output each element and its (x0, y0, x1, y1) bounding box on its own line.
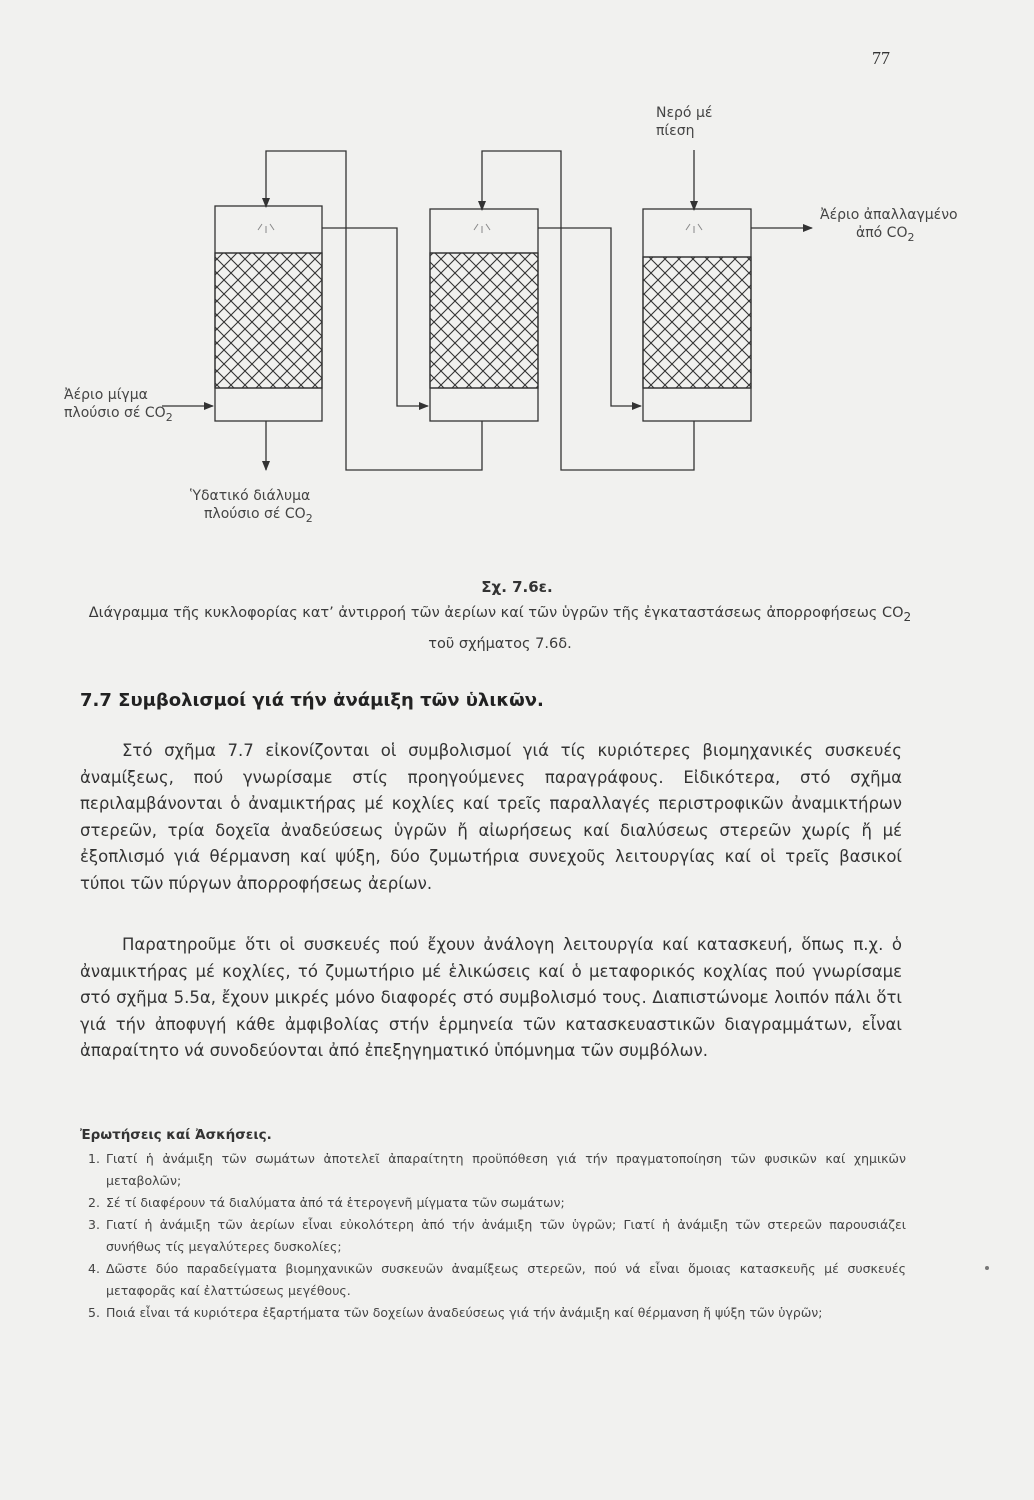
figure-number: Σχ. 7.6ε. (481, 578, 553, 596)
question-item: 3. Γιατί ἡ ἀνάμιξη τῶν ἀερίων εἶναι εὐκολότερη ἀπό τήν ἀνάμιξη τῶν ὑγρῶν; Γιατί ἡ ἀνάμιξη τῶν στερεῶν παρουσιάζει συνήθως τίς μεγαλύτερες δυσκολίες; (88, 1217, 906, 1254)
label-gas-in: Ἀέριο μίγμα πλούσιο σέ $CO_2$ (64, 387, 173, 424)
paragraph-1: Στό σχῆμα 7.7 εἰκονίζονται οἱ συμβολισμοί γιά τίς κυριότερες βιομηχανικές συσκευές ἀναμίξεως, πού γνωρίσαμε στίς προηγούμενες παραγράφους. Εἰδικότερα, στό σχῆμα περιλαμβάνονται ὁ ἀναμικτήρας μέ κοχλίες καί τρεῖς παραλλαγές περιστροφικῶν ἀναμικτήρων στερεῶν, τρία δοχεῖα ἀναδεύσεως ὑγρῶν ἤ αἰωρήσεως καί διαλύσεως στερεῶν χωρίς ἤ μέ ἐξοπλισμό γιά θέρμανση καί ψύξη, δύο ζυμωτήρια συνεχοῦς λειτουργίας καί οἱ τρεῖς βασικοί τύποι τῶν πύργων ἀπορροφήσεως ἀερίων. (80, 741, 902, 893)
paragraph-2: Παρατηροῦμε ὅτι οἱ συσκευές πού ἔχουν ἀνάλογη λειτουργία καί κατασκευή, ὅπως π.χ. ὁ ἀναμικτήρας μέ κοχλίες, τό ζυμωτήριο μέ ἑλικώσεις καί ὁ μεταφορικός κοχλίας πού γνωρίσαμε στό σχῆμα 5.5α, ἔχουν μικρές μόνο διαφορές στό συμβολισμό τους. Διαπιστώνομε λοιπόν πάλι ὅτι γιά τήν ἀποφυγή κάθε ἀμφιβολίας στήν ἑρμηνεία τῶν κατασκευαστικῶν διαγραμμάτων, εἶναι ἀπαραίτητο νά συνοδεύονται ἀπό ἐπεξηγηματικό ὑπόμνημα τῶν συμβόλων. (80, 935, 902, 1060)
question-item: 5. Ποιά εἶναι τά κυριότερα ἐξαρτήματα τῶν δοχείων ἀναδεύσεως γιά τήν ἀνάμιξη καί θέρμανση ἤ ψύξη τῶν ὑγρῶν; (88, 1305, 823, 1320)
question-item: 2. Σέ τί διαφέρουν τά διαλύματα ἀπό τά ἑτερογενῆ μίγματα τῶν σωμάτων; (88, 1195, 565, 1210)
label-gas-out: Ἀέριο ἀπαλλαγμένο ἀπό $CO_2$ (820, 207, 958, 244)
absorption-column-2 (430, 209, 538, 421)
absorption-column-3 (643, 209, 751, 421)
question-item: 1. Γιατί ἡ ἀνάμιξη τῶν σωμάτων ἀποτελεῖ ἀπαραίτητη προϋπόθεση γιά τήν πραγματοποίηση τῶν φυσικῶν καί χημικῶν μεταβολῶν; (88, 1151, 906, 1188)
question-item: 4. Δῶστε δύο παραδείγματα βιομηχανικῶν συσκευῶν ἀναμίξεως στερεῶν, πού νά εἶναι ὅμοιας κατασκευῆς μέ συσκευές μεταφορᾶς καί ἐλαττώσεως μεγέθους. (88, 1261, 906, 1298)
questions-title: Ἐρωτήσεις καί Ἀσκήσεις. (80, 1127, 272, 1143)
absorption-flow-diagram (0, 0, 1034, 560)
page-number: 77 (872, 48, 890, 68)
section-title: 7.7 Συμβολισμοί γιά τήν ἀνάμιξη τῶν ὑλικῶν. (80, 690, 544, 711)
figure-caption: Διάγραμμα τῆς κυκλοφορίας κατ’ ἀντιρροή τῶν ἀερίων καί τῶν ὑγρῶν τῆς ἐγκαταστάσεως ἀπορροφήσεως $CO_2$ τοῦ σχήματος 7.6δ. (88, 605, 912, 652)
label-water-under-pressure: Νερό μέ πίεση (656, 105, 713, 139)
label-aqueous-solution: Ὑδατικό διάλυμα πλούσιο σέ $CO_2$ (190, 488, 313, 525)
margin-mark (985, 1266, 989, 1270)
questions-list (80, 1148, 906, 1324)
absorption-column-1 (215, 206, 322, 421)
